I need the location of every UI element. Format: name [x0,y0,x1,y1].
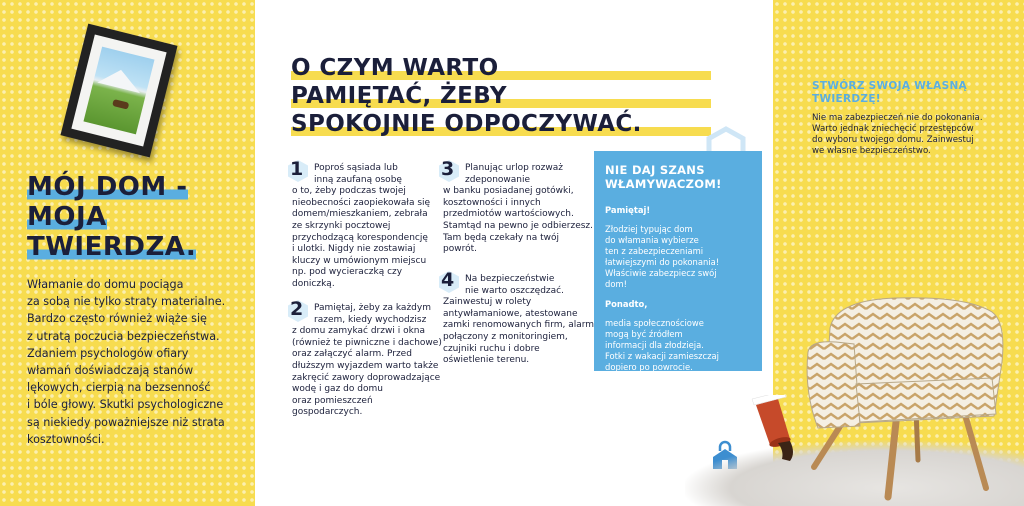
step-2: 2 Pamiętaj, żeby za każdym razem, kiedy wychodzisz z domu zamykać drzwi i okna (również te piwniczne i dachowe) oraz załączyć alarm. Przed dłuższym wyjazdem warto także zakręcić zawory doprowadzające wodę i gaz do domu oraz pomieszczeń gospodarczych. [292,303,442,419]
warning-box: NIE DAJ SZANS WŁAMYWACZOM! Pamiętaj! Złodziej typując dom do włamania wybierze ten z zabezpieczeniami łatwiejszymi do pokonania! Właściwie zabezpiecz swój dom! Ponadto, media społecznościowe mogą być źródłem informacji dla złodzieja. Fotki z wakacji zamieszczaj dopiero po powrocie. [594,151,762,371]
middle-title: O CZYM WARTO PAMIĘTAĆ, ŻEBY SPOKOJNIE ODPOCZYWAĆ. [291,54,711,138]
step-3: 3 Planując urlop rozważ zdeponowanie w banku posiadanej gotówki, kosztowności i innych przedmiotów wartościowych. Stamtąd na pewno je odbierzesz. Tam będą czekały na twój powrót. [443,163,593,256]
armchair-illustration [796,292,1018,506]
step-1: 1 Poproś sąsiada lub inną zaufaną osobę o to, żeby podczas twojej nieobecności zaopiekowała się domem/mieszkaniem, zebrała ze skrzynki pocztowej przychodzącą korespondencję i ulotki. Nigdy nie zostawiaj kluczy w umówionym miejscu np. pod wycieraczką czy doniczką. [292,163,442,291]
left-body-text: Włamanie do domu pociąga za sobą nie tylko straty materialne. Bardzo często również wiąże się z utratą poczucia bezpieczeństwa. Zdaniem psychologów ofiary włamań doświadczają stanów lękowych, cierpią na bezsenność i bóle głowy. Skutki psychologiczne są niekiedy poważniejsze niż strata kosztowności. [27,278,226,446]
landscape-photo [83,47,154,135]
warning-box-heading: NIE DAJ SZANS WŁAMYWACZOM! [605,163,722,191]
right-heading: STWÓRZ SWOJĄ WŁASNĄ TWIERDZĘ! [812,80,967,105]
left-title: MÓJ DOM - MOJA TWIERDZA. [27,172,197,262]
right-body-text: Nie ma zabezpieczeń nie do pokonania. Warto jednak zniechęcić przestępców do wyboru twojego domu. Zainwestuj we własne bezpieczeństwo. [812,113,983,156]
flower-pot-illustration [738,395,798,465]
step-4: 4 Na bezpieczeństwie nie warto oszczędzać. Zainwestuj w rolety antywłamaniowe, atestowane zamki renomowanych firm, alarm połączony z monitoringiem, czujniki ruchu i dobre oświetlenie terenu. [443,274,593,367]
